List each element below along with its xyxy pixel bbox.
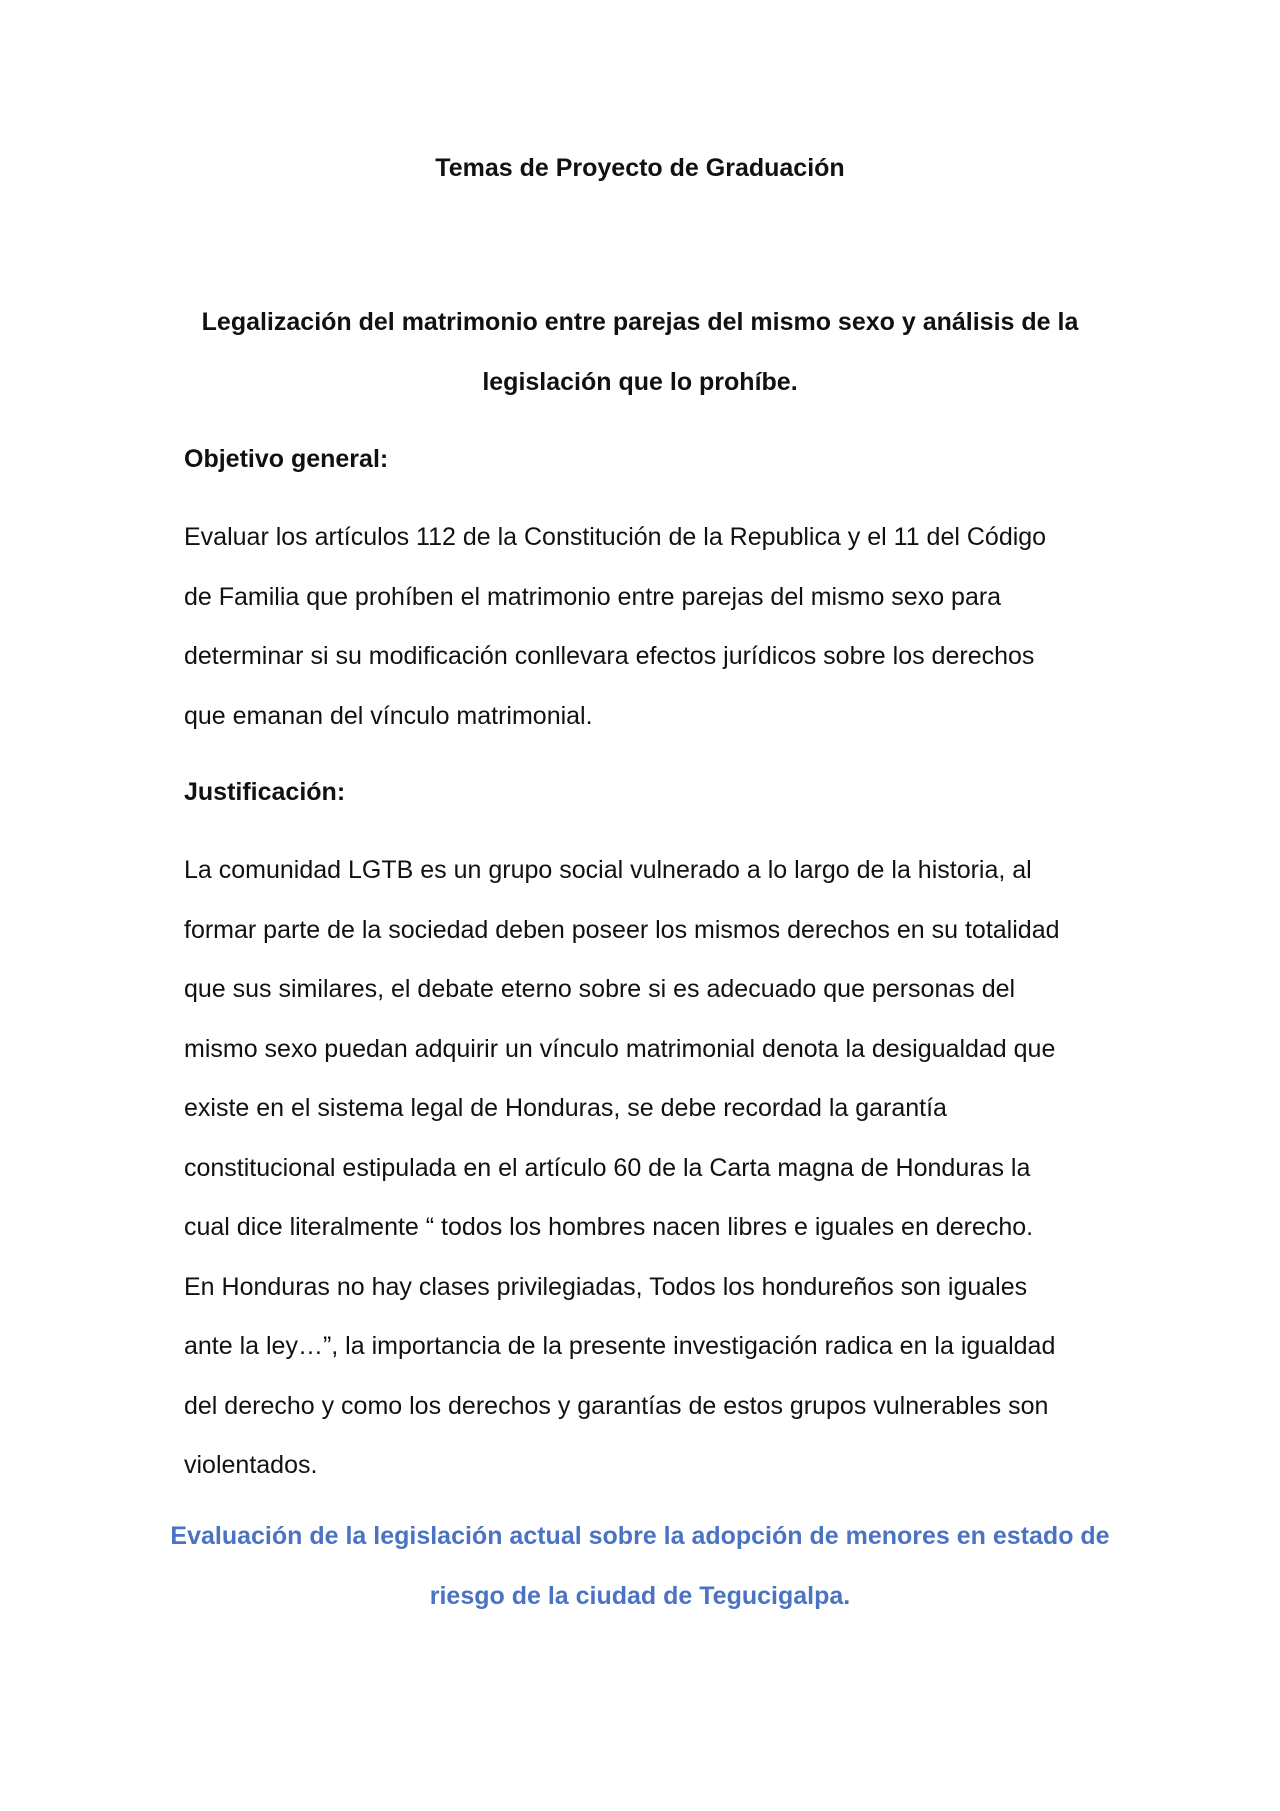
objective-line: Evaluar los artículos 112 de la Constitución de la Republica y el 11 del Código [184,523,1047,551]
justification-line: ante la ley…”, la importancia de la presente investigación radica en la igualdad [184,1332,1056,1360]
justification-line: que sus similares, el debate eterno sobre si es adecuado que personas del [184,975,1016,1003]
justification-line: formar parte de la sociedad deben poseer los mismos derechos en su totalidad [184,916,1060,944]
justification-line: La comunidad LGTB es un grupo social vulnerado a lo largo de la historia, al [184,856,1032,884]
justification-heading: Justificación: [184,778,346,806]
justification-line: En Honduras no hay clases privilegiadas, Todos los hondureños son iguales [184,1273,1028,1301]
objective-line: determinar si su modificación conllevara efectos jurídicos sobre los derechos [184,642,1035,670]
justification-line: violentados. [184,1451,318,1479]
justification-line: mismo sexo puedan adquirir un vínculo matrimonial denota la desigualdad que [184,1035,1056,1063]
topic-2-heading: Evaluación de la legislación actual sobre la adopción de menores en estado de riesgo de la ciudad de Tegucigalpa. [170,1522,1110,1610]
objective-line: que emanan del vínculo matrimonial. [184,702,593,730]
justification-line: del derecho y como los derechos y garantías de estos grupos vulnerables son [184,1392,1049,1420]
objective-line: de Familia que prohíben el matrimonio entre parejas del mismo sexo para [184,583,1002,611]
justification-line: cual dice literalmente “ todos los hombres nacen libres e iguales en derecho. [184,1213,1034,1241]
document-title: Temas de Proyecto de Graduación [435,154,845,182]
justification-line: constitucional estipulada en el artículo 60 de la Carta magna de Honduras la [184,1154,1031,1182]
topic-1-heading: Legalización del matrimonio entre parejas del mismo sexo y análisis de la legislación que lo prohíbe. [201,308,1079,396]
objective-heading: Objetivo general: [184,445,389,473]
justification-line: existe en el sistema legal de Honduras, se debe recordad la garantía [184,1094,947,1122]
